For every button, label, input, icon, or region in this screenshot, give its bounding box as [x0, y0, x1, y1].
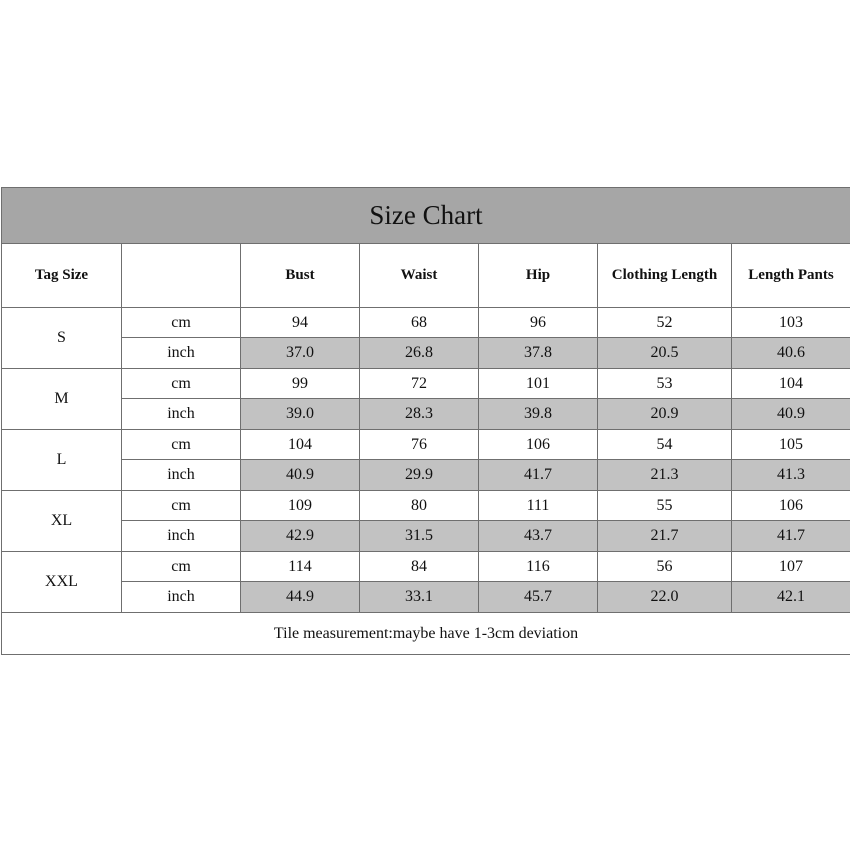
unit-cell: cm	[122, 491, 241, 521]
measurement-cell: 68	[360, 308, 479, 338]
measurement-cell: 37.0	[241, 338, 360, 369]
unit-cell: cm	[122, 430, 241, 460]
measurement-cell: 22.0	[598, 582, 732, 613]
measurement-cell: 41.3	[732, 460, 850, 491]
size-row-cm	[2, 491, 850, 521]
size-row-inch	[2, 521, 850, 552]
measurement-cell: 55	[598, 491, 732, 521]
measurement-cell: 76	[360, 430, 479, 460]
size-chart-table	[1, 187, 850, 655]
measurement-cell: 53	[598, 369, 732, 399]
measurement-cell: 40.9	[241, 460, 360, 491]
measurement-cell: 31.5	[360, 521, 479, 552]
size-row-inch	[2, 399, 850, 430]
measurement-cell: 26.8	[360, 338, 479, 369]
unit-cell: inch	[122, 399, 241, 430]
measurement-cell: 21.3	[598, 460, 732, 491]
measurement-cell: 84	[360, 552, 479, 582]
measurement-cell: 104	[241, 430, 360, 460]
unit-cell: cm	[122, 308, 241, 338]
measurement-cell: 116	[479, 552, 598, 582]
measurement-cell: 39.8	[479, 399, 598, 430]
unit-cell: cm	[122, 552, 241, 582]
measurement-cell: 105	[732, 430, 850, 460]
measurement-cell: 20.5	[598, 338, 732, 369]
measurement-cell: 43.7	[479, 521, 598, 552]
header-waist: Waist	[360, 244, 479, 308]
measurement-cell: 40.9	[732, 399, 850, 430]
tag-size-cell: M	[2, 369, 122, 430]
size-row-cm	[2, 552, 850, 582]
measurement-cell: 80	[360, 491, 479, 521]
measurement-cell: 114	[241, 552, 360, 582]
tag-size-cell: XXL	[2, 552, 122, 613]
measurement-cell: 109	[241, 491, 360, 521]
measurement-cell: 44.9	[241, 582, 360, 613]
size-row-cm	[2, 369, 850, 399]
measurement-cell: 99	[241, 369, 360, 399]
measurement-cell: 101	[479, 369, 598, 399]
header-row	[2, 244, 850, 308]
measurement-note: Tile measurement:maybe have 1-3cm deviation	[2, 613, 850, 655]
measurement-cell: 107	[732, 552, 850, 582]
chart-title: Size Chart	[2, 188, 850, 244]
measurement-cell: 104	[732, 369, 850, 399]
header-length-pants: Length Pants	[732, 244, 850, 308]
measurement-cell: 41.7	[732, 521, 850, 552]
tag-size-cell: L	[2, 430, 122, 491]
size-row-inch	[2, 460, 850, 491]
measurement-cell: 52	[598, 308, 732, 338]
header-bust: Bust	[241, 244, 360, 308]
measurement-cell: 94	[241, 308, 360, 338]
measurement-cell: 111	[479, 491, 598, 521]
unit-cell: inch	[122, 521, 241, 552]
measurement-cell: 106	[732, 491, 850, 521]
measurement-cell: 37.8	[479, 338, 598, 369]
measurement-cell: 33.1	[360, 582, 479, 613]
unit-cell: inch	[122, 582, 241, 613]
measurement-cell: 29.9	[360, 460, 479, 491]
measurement-cell: 56	[598, 552, 732, 582]
measurement-cell: 103	[732, 308, 850, 338]
measurement-cell: 21.7	[598, 521, 732, 552]
measurement-cell: 42.1	[732, 582, 850, 613]
measurement-cell: 72	[360, 369, 479, 399]
unit-cell: inch	[122, 338, 241, 369]
measurement-cell: 45.7	[479, 582, 598, 613]
tag-size-cell: XL	[2, 491, 122, 552]
size-row-inch	[2, 582, 850, 613]
measurement-cell: 40.6	[732, 338, 850, 369]
measurement-cell: 42.9	[241, 521, 360, 552]
measurement-cell: 39.0	[241, 399, 360, 430]
size-row-cm	[2, 430, 850, 460]
size-row-inch	[2, 338, 850, 369]
measurement-cell: 20.9	[598, 399, 732, 430]
unit-cell: inch	[122, 460, 241, 491]
measurement-cell: 106	[479, 430, 598, 460]
header-tag-size: Tag Size	[2, 244, 122, 308]
measurement-cell: 96	[479, 308, 598, 338]
measurement-cell: 28.3	[360, 399, 479, 430]
header-clothing-length: Clothing Length	[598, 244, 732, 308]
size-row-cm	[2, 308, 850, 338]
measurement-cell: 41.7	[479, 460, 598, 491]
unit-cell: cm	[122, 369, 241, 399]
header-hip: Hip	[479, 244, 598, 308]
measurement-cell: 54	[598, 430, 732, 460]
header-unit	[122, 244, 241, 308]
tag-size-cell: S	[2, 308, 122, 369]
